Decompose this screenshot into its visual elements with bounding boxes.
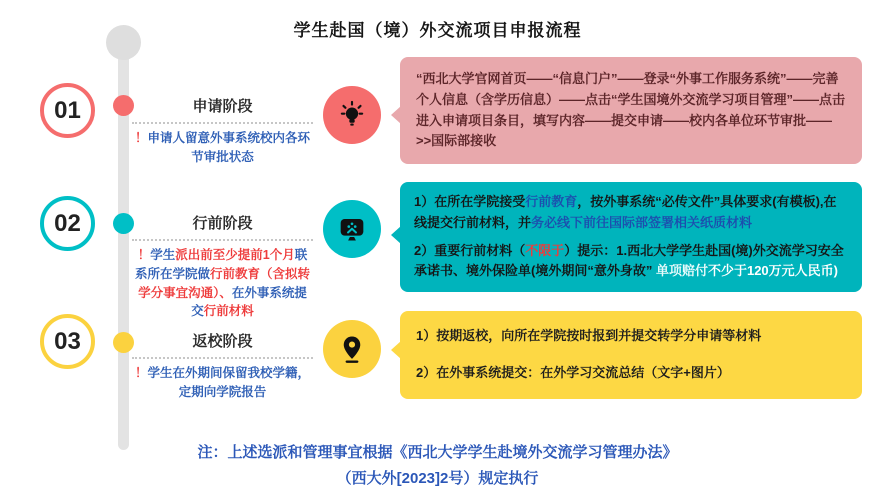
lightbulb-icon bbox=[336, 99, 368, 131]
stage1-detail-text: “西北大学官网首页——“信息门户”——登录“外事工作服务系统”——完善个人信息（含学历信息）——点击“学生国境外交流学习项目管理”——点击进入申请项目条目，填写内容——提交申请——校内各单位环节审批——>>国际部接收 bbox=[416, 71, 846, 149]
stage3-detail-box bbox=[400, 311, 862, 399]
stage2-label: 行前阶段 bbox=[132, 212, 313, 241]
stage2-detail-point1: 1）在所在学院接受行前教育，按外事系统“必传文件”具体要求(有模板),在线提交行前材料，并务必线下前往国际部签署相关纸质材料 bbox=[414, 194, 837, 230]
stage1-detail-box bbox=[400, 57, 862, 164]
timeline-dot-stage3 bbox=[113, 332, 134, 353]
stage3-number-badge bbox=[40, 314, 95, 369]
footer-line2: （西大外[2023]2号）规定执行 bbox=[336, 469, 539, 487]
stage1-label-block bbox=[132, 95, 313, 167]
page-title: 学生赴国（境）外交流项目申报流程 bbox=[293, 21, 582, 40]
stage3-icon-circle bbox=[323, 320, 381, 378]
location-pin-icon bbox=[336, 333, 368, 365]
timeline-start-dot bbox=[106, 25, 141, 60]
timeline-dot-stage1 bbox=[113, 95, 134, 116]
stage2-box-pointer bbox=[391, 226, 401, 244]
stage3-box-pointer bbox=[391, 341, 401, 359]
stage2-detail-point2: 2）重要行前材料（不限于）提示：1.西北大学学生赴国(境)外交流学习安全承诺书、境外保险单(境外期间“意外身故” 单项赔付不少于120万元人民币) bbox=[414, 242, 844, 279]
stage2-label-block bbox=[132, 212, 313, 321]
stage1-icon-circle bbox=[323, 86, 381, 144]
stage3-label: 返校阶段 bbox=[132, 330, 313, 359]
footer-note bbox=[0, 440, 875, 491]
stage3-warning: ！学生在外期间保留我校学籍，定期向学院报告 bbox=[134, 366, 311, 399]
stage2-icon-circle bbox=[323, 200, 381, 258]
stage1-number: 01 bbox=[54, 96, 81, 124]
presentation-upload-icon bbox=[336, 213, 368, 245]
stage1-label: 申请阶段 bbox=[132, 95, 313, 124]
stage3-detail-point2: 2）在外事系统提交：在外学习交流总结（文字+图片） bbox=[416, 364, 730, 380]
footer-line1: 注：上述选派和管理事宜根据《西北大学学生赴境外交流学习管理办法》 bbox=[197, 444, 678, 461]
stage3-number: 03 bbox=[54, 327, 81, 355]
stage2-number-badge bbox=[40, 196, 95, 251]
stage2-warning: ！学生派出前至少提前1个月联系所在学院做行前教育（含拟转学分事宜沟通）、在外事系统提交行前材料 bbox=[134, 248, 311, 319]
stage1-number-badge bbox=[40, 83, 95, 138]
stage3-label-block bbox=[132, 330, 313, 402]
stage2-detail-box bbox=[400, 182, 862, 292]
timeline-dot-stage2 bbox=[113, 213, 134, 234]
stage2-number: 02 bbox=[54, 209, 81, 237]
stage1-warning: ！申请人留意外事系统校内各环节审批状态 bbox=[134, 131, 311, 164]
stage3-detail-point1: 1）按期返校，向所在学院按时报到并提交转学分申请等材料 bbox=[416, 328, 762, 343]
stage1-box-pointer bbox=[391, 106, 401, 124]
